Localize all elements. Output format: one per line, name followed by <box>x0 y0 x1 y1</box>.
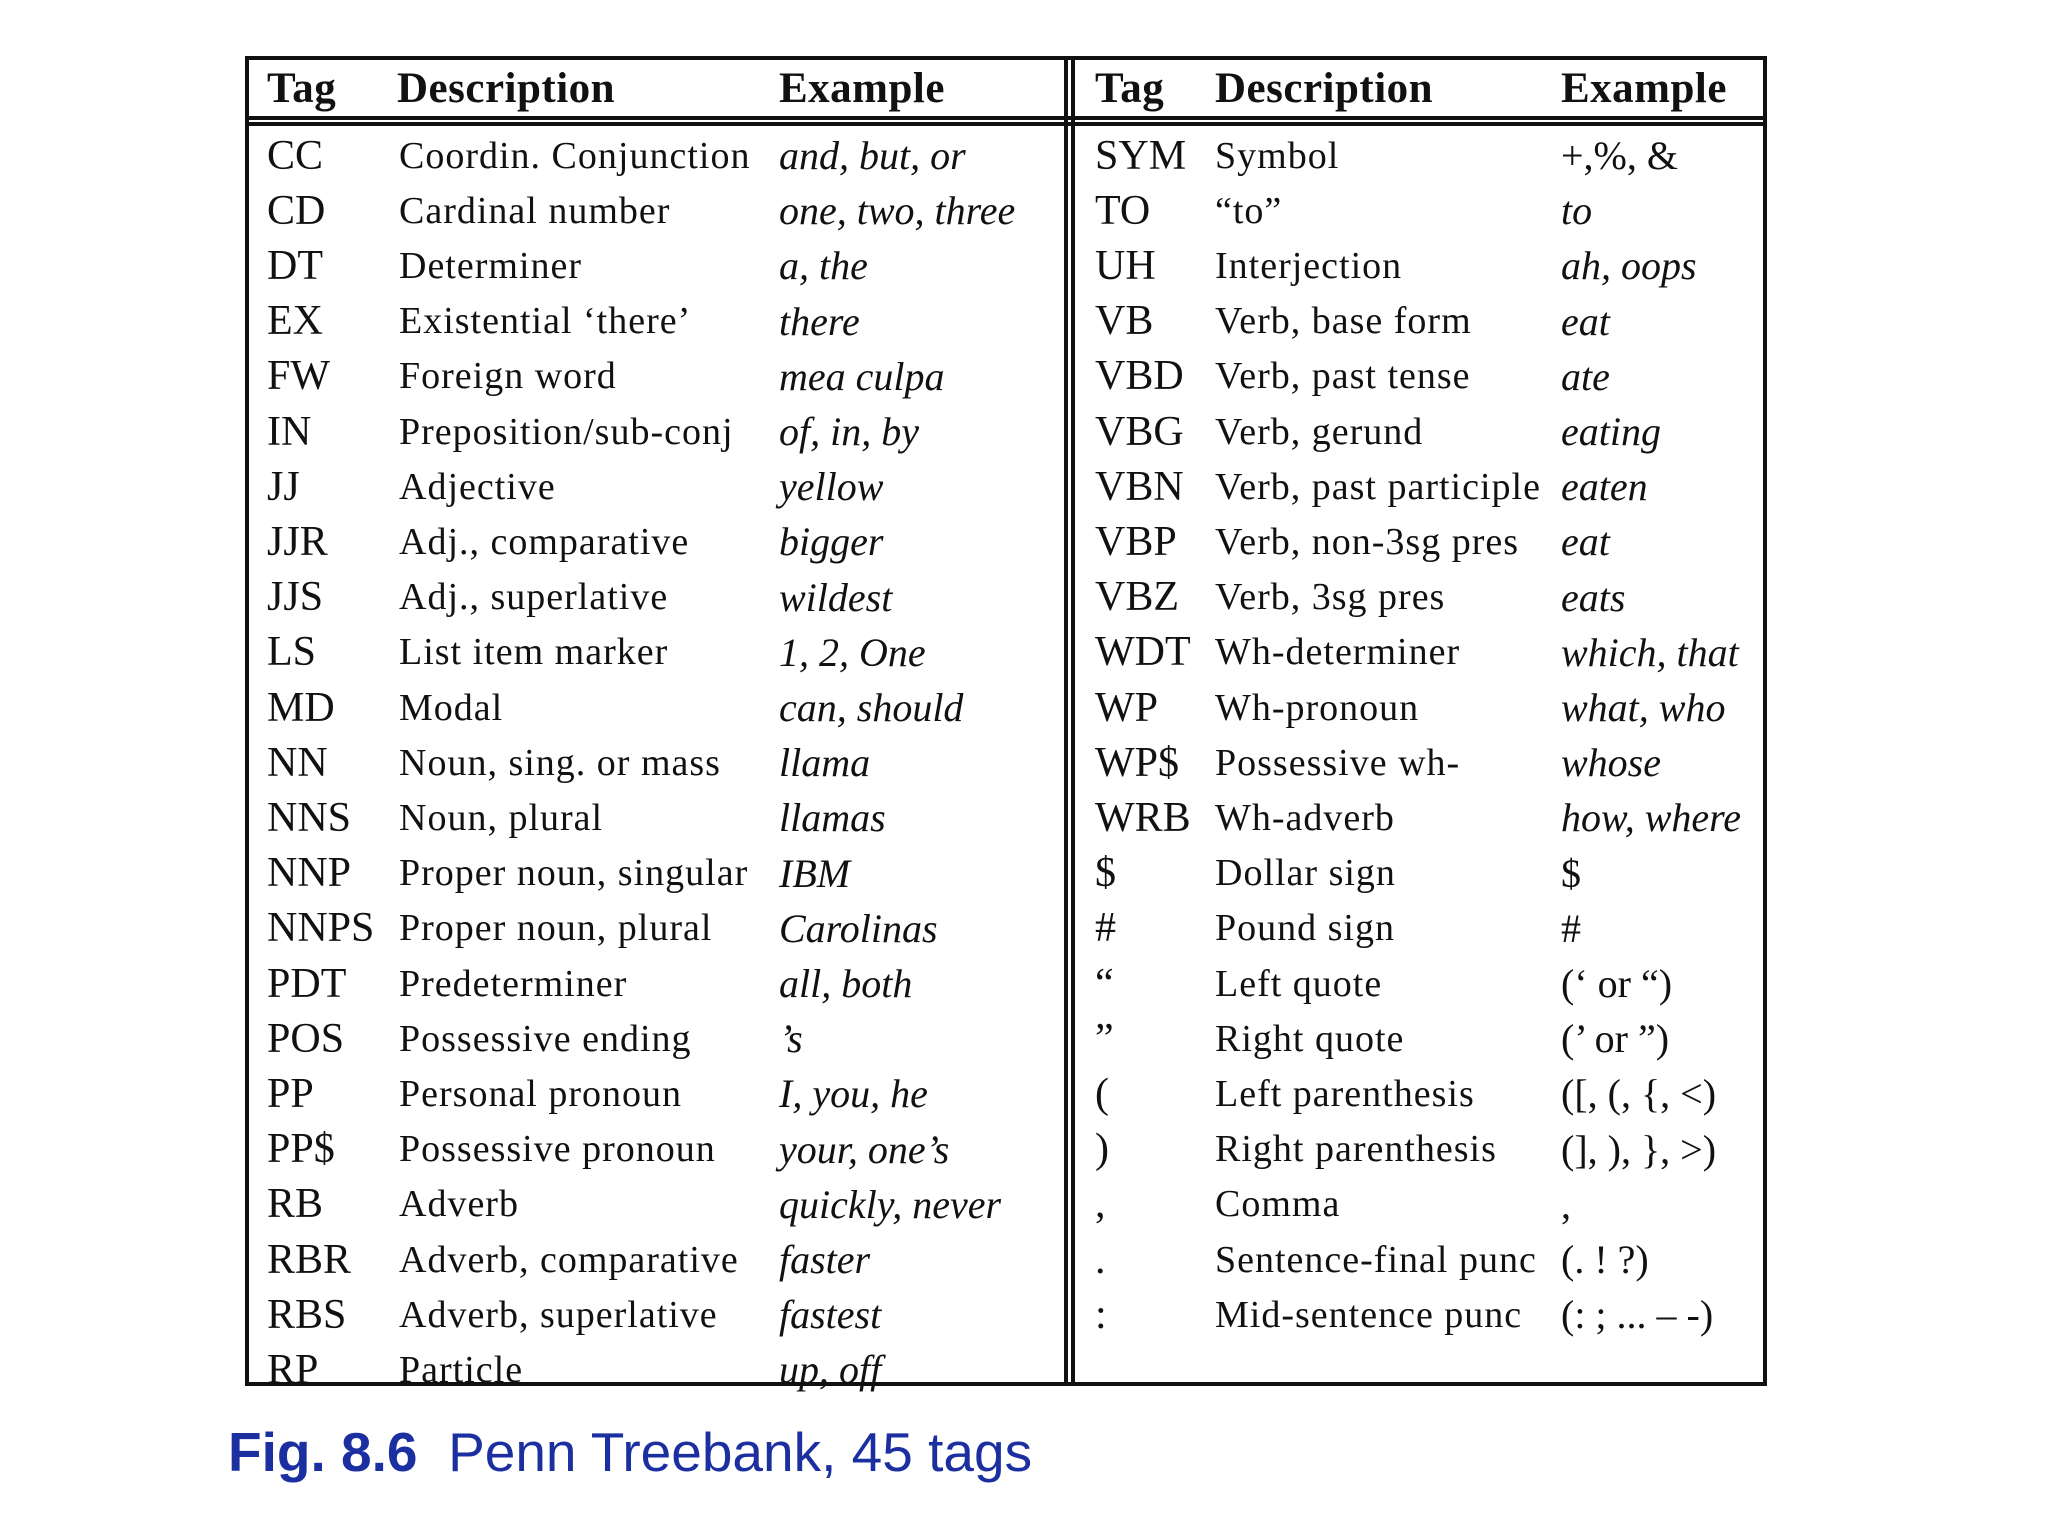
description-cell: Pound sign <box>1215 907 1395 950</box>
example-cell: (‘ or “) <box>1561 961 1673 1006</box>
tag-cell: LS <box>267 629 317 676</box>
tag-cell: VBZ <box>1095 574 1179 621</box>
example-cell: mea culpa <box>779 353 945 399</box>
description-cell: Adverb, comparative <box>399 1238 739 1281</box>
tag-cell: . <box>1095 1236 1106 1283</box>
example-cell: up, off <box>779 1347 882 1393</box>
table-row <box>249 404 1763 459</box>
tag-cell: ) <box>1095 1126 1109 1173</box>
example-cell: 1, 2, One <box>779 629 926 675</box>
tag-cell: RB <box>267 1181 324 1228</box>
tag-cell: : <box>1095 1291 1107 1338</box>
description-cell: Wh-adverb <box>1215 796 1395 839</box>
description-cell: Verb, non-3sg pres <box>1215 520 1520 563</box>
penn-treebank-tag-table <box>245 56 1767 1393</box>
example-cell: eaten <box>1561 464 1648 510</box>
example-cell: how, where <box>1561 795 1741 841</box>
example-cell: of, in, by <box>779 409 919 454</box>
description-cell: Possessive pronoun <box>399 1128 716 1171</box>
tag-cell: JJS <box>267 574 324 621</box>
right-header-tag: Tag <box>1095 64 1165 112</box>
description-cell: Adverb, superlative <box>399 1293 718 1336</box>
table-row <box>249 846 1763 901</box>
example-cell: +,%, & <box>1561 133 1678 178</box>
table-row <box>249 680 1763 735</box>
example-cell: eat <box>1561 298 1610 344</box>
description-cell: Symbol <box>1215 134 1340 177</box>
example-cell: $ <box>1561 850 1581 896</box>
description-cell: “to” <box>1215 189 1283 232</box>
table-row <box>249 625 1763 680</box>
left-header-tag: Tag <box>267 64 337 112</box>
table-row <box>249 956 1763 1011</box>
example-cell: I, you, he <box>779 1071 928 1117</box>
tag-cell: POS <box>267 1015 345 1062</box>
table-row <box>249 1011 1763 1066</box>
tag-cell: FW <box>267 353 330 400</box>
tag-cell: WDT <box>1095 629 1191 676</box>
example-cell: ([, (, {, <) <box>1561 1071 1717 1117</box>
example-cell: eats <box>1561 574 1626 620</box>
tag-cell: VB <box>1095 298 1154 345</box>
example-cell: quickly, never <box>779 1181 1002 1227</box>
table-row <box>249 238 1763 293</box>
description-cell: Preposition/sub-conj <box>399 410 734 453</box>
description-cell: Particle <box>399 1348 524 1391</box>
table-row <box>249 1232 1763 1287</box>
example-cell: to <box>1561 188 1593 234</box>
tag-cell: MD <box>267 684 335 731</box>
tag-cell: DT <box>267 242 323 289</box>
tag-cell: $ <box>1095 850 1116 897</box>
description-cell: Predeterminer <box>399 962 628 1005</box>
example-cell: , <box>1561 1181 1571 1227</box>
example-cell: faster <box>779 1237 871 1282</box>
example-cell: (: ; ... – -) <box>1561 1292 1714 1338</box>
description-cell: Noun, sing. or mass <box>399 741 721 784</box>
tag-cell: WRB <box>1095 794 1191 841</box>
example-cell: there <box>779 298 860 344</box>
right-header-example: Example <box>1561 64 1727 112</box>
figure-caption <box>228 1420 1032 1484</box>
description-cell: Noun, plural <box>399 796 604 839</box>
description-cell: List item marker <box>399 631 669 674</box>
example-cell: and, but, or <box>779 133 966 178</box>
example-cell: eat <box>1561 519 1610 565</box>
example-cell: wildest <box>779 574 893 620</box>
example-cell: IBM <box>779 850 851 896</box>
tag-cell: PP$ <box>267 1126 335 1173</box>
tag-cell: JJR <box>267 518 328 565</box>
description-cell: Proper noun, plural <box>399 907 713 950</box>
description-cell: Verb, base form <box>1215 300 1472 343</box>
example-cell: eating <box>1561 409 1661 454</box>
example-cell: llamas <box>779 795 886 841</box>
tag-cell: WP <box>1095 684 1158 731</box>
description-cell: Interjection <box>1215 244 1403 287</box>
example-cell: a, the <box>779 243 868 289</box>
example-cell: what, who <box>1561 685 1726 730</box>
description-cell: Verb, past participle <box>1215 465 1541 508</box>
example-cell: your, one’s <box>779 1126 950 1172</box>
description-cell: Adj., comparative <box>399 520 690 563</box>
tag-cell: EX <box>267 298 323 345</box>
description-cell: Verb, past tense <box>1215 355 1471 398</box>
tag-cell: PP <box>267 1070 314 1117</box>
tag-cell: NN <box>267 739 328 786</box>
left-header-description: Description <box>397 64 616 112</box>
table-row <box>249 1342 1763 1397</box>
description-cell: Foreign word <box>399 355 617 398</box>
example-cell: can, should <box>779 685 964 730</box>
left-header-example: Example <box>779 64 945 112</box>
right-header-description: Description <box>1215 64 1434 112</box>
example-cell: all, both <box>779 961 913 1006</box>
tag-cell: VBD <box>1095 353 1184 400</box>
description-cell: Determiner <box>399 244 583 287</box>
example-cell: (. ! ?) <box>1561 1237 1649 1282</box>
tag-cell: JJ <box>267 463 300 510</box>
table-row <box>249 1287 1763 1342</box>
description-cell: Left quote <box>1215 962 1383 1005</box>
example-cell: Carolinas <box>779 905 938 951</box>
table-row <box>249 183 1763 238</box>
description-cell: Mid-sentence punc <box>1215 1293 1523 1336</box>
description-cell: Cardinal number <box>399 189 671 232</box>
example-cell: bigger <box>779 519 884 565</box>
table-row <box>249 1066 1763 1121</box>
description-cell: Right parenthesis <box>1215 1128 1497 1171</box>
table-row <box>249 294 1763 349</box>
table-row <box>249 349 1763 404</box>
tag-cell: VBP <box>1095 518 1177 565</box>
description-cell: Comma <box>1215 1183 1341 1226</box>
tag-cell: IN <box>267 408 312 455</box>
description-cell: Coordin. Conjunction <box>399 134 751 177</box>
description-cell: Adverb <box>399 1183 519 1226</box>
tag-cell: UH <box>1095 242 1156 289</box>
description-cell: Adjective <box>399 465 556 508</box>
example-cell: ah, oops <box>1561 243 1697 289</box>
description-cell: Existential ‘there’ <box>399 300 692 343</box>
figure-number: Fig. 8.6 <box>228 1421 418 1483</box>
description-cell: Dollar sign <box>1215 852 1396 895</box>
description-cell: Sentence-final punc <box>1215 1238 1537 1281</box>
example-cell: whose <box>1561 740 1661 786</box>
tag-cell: PDT <box>267 960 347 1007</box>
tag-cell: , <box>1095 1181 1106 1228</box>
tag-cell: CD <box>267 187 326 234</box>
description-cell: Modal <box>399 686 504 729</box>
tag-cell: WP$ <box>1095 739 1179 786</box>
table-row <box>249 1177 1763 1232</box>
example-cell: which, that <box>1561 629 1739 675</box>
table-row <box>249 790 1763 845</box>
tag-cell: NNPS <box>267 905 375 952</box>
header-divider <box>249 116 1763 126</box>
example-cell: # <box>1561 905 1581 951</box>
caption-text: Penn Treebank, 45 tags <box>448 1421 1033 1483</box>
description-cell: Wh-pronoun <box>1215 686 1420 729</box>
tag-cell: “ <box>1095 960 1114 1007</box>
example-cell: llama <box>779 740 871 786</box>
example-cell: fastest <box>779 1292 882 1338</box>
example-cell: ’s <box>779 1016 803 1062</box>
tag-cell: RP <box>267 1346 319 1393</box>
description-cell: Personal pronoun <box>399 1072 683 1115</box>
tag-cell: NNP <box>267 850 352 897</box>
table-row <box>249 514 1763 569</box>
tag-cell: ( <box>1095 1070 1109 1117</box>
example-cell: ate <box>1561 353 1610 399</box>
tag-cell: TO <box>1095 187 1151 234</box>
tag-cell: VBG <box>1095 408 1184 455</box>
description-cell: Verb, gerund <box>1215 410 1424 453</box>
table-row <box>249 735 1763 790</box>
description-cell: Possessive ending <box>399 1017 692 1060</box>
table-row <box>249 459 1763 514</box>
table-row <box>249 128 1763 183</box>
example-cell: (’ or ”) <box>1561 1016 1670 1062</box>
tag-cell: CC <box>267 132 324 179</box>
tag-cell: NNS <box>267 794 352 841</box>
description-cell: Wh-determiner <box>1215 631 1461 674</box>
tag-cell: RBR <box>267 1236 352 1283</box>
example-cell: one, two, three <box>779 188 1016 234</box>
tag-cell: # <box>1095 905 1116 952</box>
tag-cell: VBN <box>1095 463 1184 510</box>
example-cell: yellow <box>779 464 884 510</box>
tag-cell: ” <box>1095 1015 1114 1062</box>
table-row <box>249 1122 1763 1177</box>
description-cell: Possessive wh- <box>1215 741 1461 784</box>
table-row <box>249 570 1763 625</box>
example-cell: (], ), }, >) <box>1561 1126 1717 1172</box>
tag-cell: SYM <box>1095 132 1187 179</box>
description-cell: Verb, 3sg pres <box>1215 576 1446 619</box>
description-cell: Right quote <box>1215 1017 1405 1060</box>
tag-cell: RBS <box>267 1291 347 1338</box>
description-cell: Left parenthesis <box>1215 1072 1475 1115</box>
description-cell: Adj., superlative <box>399 576 669 619</box>
table-row <box>249 901 1763 956</box>
description-cell: Proper noun, singular <box>399 852 749 895</box>
